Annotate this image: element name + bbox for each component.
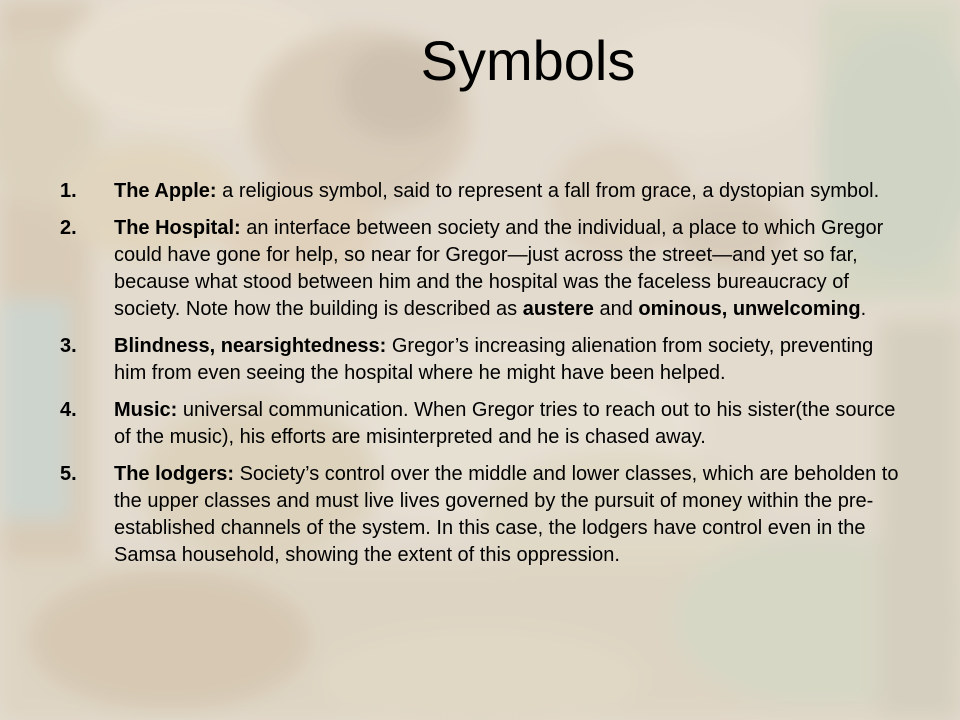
emphasis-austere: austere: [522, 298, 594, 320]
item-number: 2.: [60, 217, 77, 239]
item-number: 5.: [60, 463, 77, 485]
list-item-lodgers: [58, 461, 903, 569]
item-text: Society’s control over the middle and lower classes, which are beholden to the upper classes and must live lives governed by the pursuit of money within the pre-established channels of the system. In this case, the lodgers have control even in the Samsa household, showing the extent of this oppression.: [114, 463, 899, 566]
item-number: 3.: [60, 335, 77, 357]
emphasis-ominous: ominous, unwelcoming: [638, 298, 861, 320]
item-text: an interface between society and the individual, a place to which Gregor could have gone for help, so near for Gregor—just across the street—and yet so far, because what stood between him and the hospital was the faceless bureaucracy of society. Note how the building is described as: [114, 217, 884, 320]
item-text-tail: .: [860, 298, 867, 320]
list-item-hospital: [58, 215, 903, 323]
item-heading: The lodgers:: [114, 463, 235, 485]
item-text: Gregor’s increasing alienation from society, preventing him from even seeing the hospital where he might have been helped.: [114, 335, 874, 384]
symbols-list: [58, 178, 903, 579]
item-heading: Blindness, nearsightedness:: [114, 335, 387, 357]
item-heading: The Hospital:: [114, 217, 241, 239]
item-number: 1.: [60, 180, 77, 202]
list-item-music: [58, 397, 903, 451]
item-heading: Music:: [114, 399, 178, 421]
list-item-apple: [58, 178, 903, 205]
item-text: universal communication. When Gregor tries to reach out to his sister(the source of the music), his efforts are misinterpreted and he is chased away.: [114, 399, 896, 448]
item-text-mid: and: [593, 298, 639, 320]
item-text: a religious symbol, said to represent a fall from grace, a dystopian symbol.: [216, 180, 880, 202]
list-item-blindness: [58, 333, 903, 387]
item-number: 4.: [60, 399, 77, 421]
slide-title: Symbols: [420, 29, 636, 92]
item-heading: The Apple:: [114, 180, 217, 202]
